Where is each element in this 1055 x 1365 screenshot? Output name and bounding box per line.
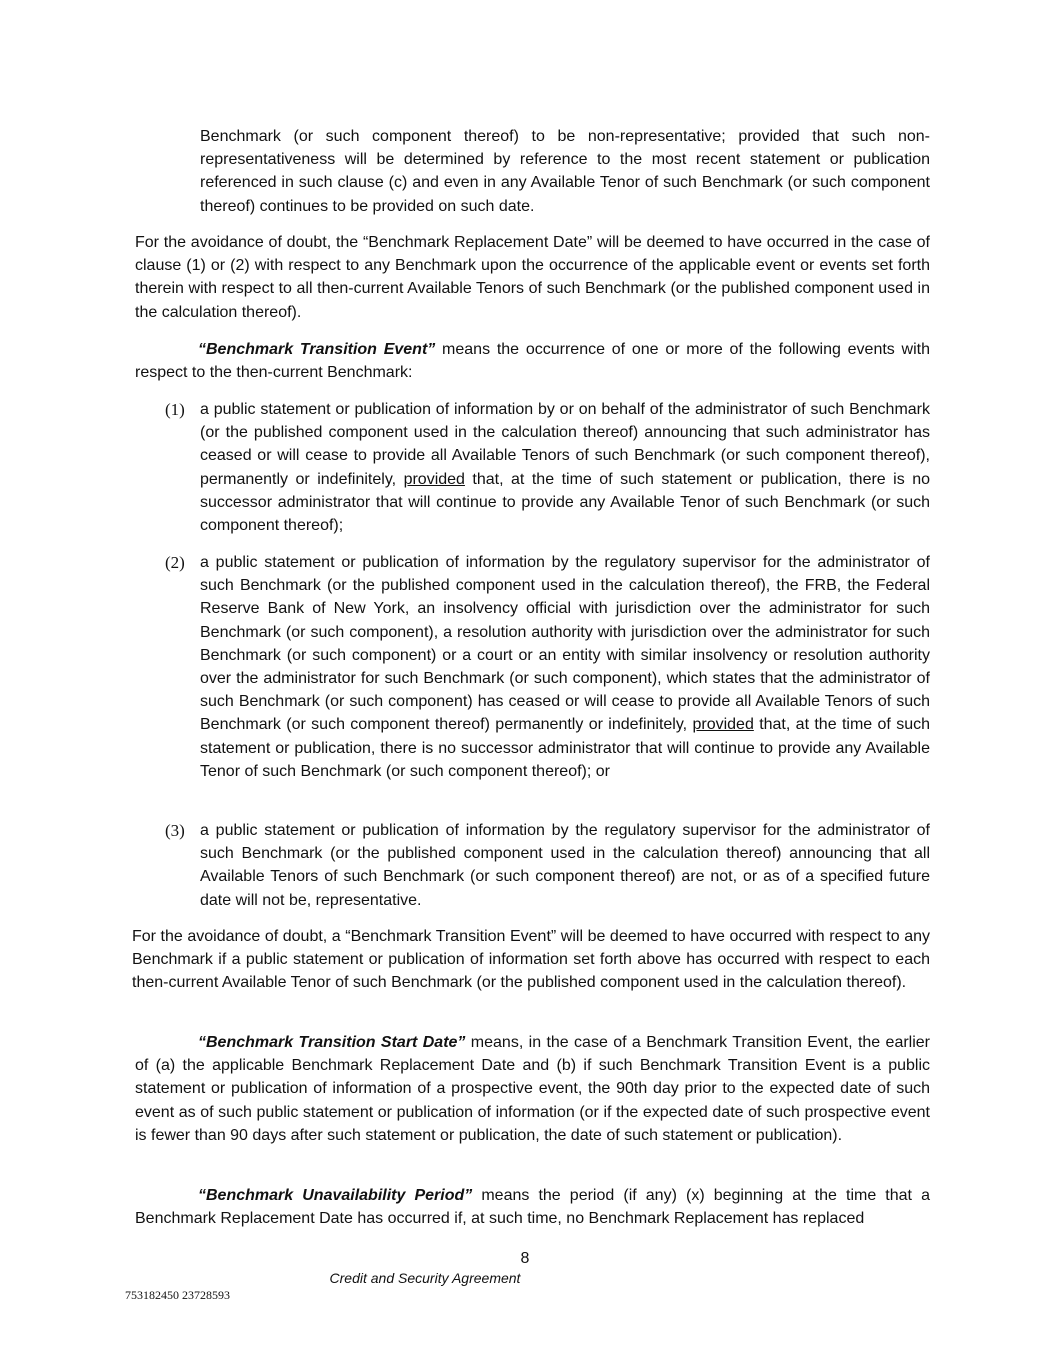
provided-underlined: provided bbox=[692, 716, 754, 734]
item-text: a public statement or publication of information by the regulatory supervisor for the administrator of such Benchmark (or the published component used in the calculation thereof) announcing that all Available Tenors of such Benchmark (or such component thereof) are not, or as of a specified future date will not be, representative. bbox=[200, 822, 930, 909]
item-number: (1) bbox=[165, 400, 185, 419]
list-item bbox=[165, 551, 930, 806]
footer-document-title: Credit and Security Agreement bbox=[329, 1270, 521, 1286]
continuation-paragraph: Benchmark (or such component thereof) to be non-representative; provided that such non-representativeness will be determined by reference to the most recent statement or publication referenced in such clause (c) and even in any Available Tenor of such Benchmark (or such component thereof) continues to be provided on such date. bbox=[200, 128, 930, 215]
item-text bbox=[200, 398, 930, 537]
item-text-part: a public statement or publication of information by or on behalf of the administrator of such Benchmark (or the published component used in the calculation thereof) announcing that such administrator has ceased or will cease to provide all Available Tenors of such Benchmark (or such component thereof), permanently or indefinitely, bbox=[200, 401, 930, 488]
benchmark-unavailability-period-definition bbox=[135, 1184, 930, 1230]
benchmark-transition-event-definition bbox=[135, 338, 930, 384]
list-item bbox=[165, 819, 930, 914]
page-number: 8 bbox=[520, 1250, 530, 1267]
item-text bbox=[200, 551, 930, 783]
definition-text: means the occurrence of one or more of the following events with respect to the then-current Benchmark: bbox=[135, 341, 931, 382]
provided-underlined: provided bbox=[403, 470, 465, 488]
document-id: 753182450 23728593 bbox=[125, 1288, 230, 1302]
defined-term: “Benchmark Transition Event” bbox=[198, 341, 436, 358]
avoidance-of-doubt-transition-paragraph: For the avoidance of doubt, a “Benchmark Transition Event” will be deemed to have occurred with respect to any Benchmark if a public statement or publication of information set forth above has occurred with respect to each then-current Available Tenor of such Benchmark (or the published component used in the calculation thereof). bbox=[132, 928, 930, 992]
avoidance-of-doubt-replacement-paragraph: For the avoidance of doubt, the “Benchmark Replacement Date” will be deemed to have occurred in the case of clause (1) or (2) with respect to any Benchmark upon the occurrence of the applicable event or events set forth therein with respect to all then-current Available Tenors of such Benchmark (or the published component used in the calculation thereof). bbox=[135, 234, 930, 321]
item-text-part: a public statement or publication of information by the regulatory supervisor for the administrator of such Benchmark (or the published component used in the calculation thereof), the FRB, the Federal Reserve Bank of New York, an insolvency official with jurisdiction over the administrator for such Benchmark (or such component), a resolution authority with jurisdiction over the administrator for such Benchmark (or such component) or a court or an entity with similar insolvency or resolution authority over the administrator for such Benchmark (or such component), which states that the administrator of such Benchmark (or such component) has ceased or will cease to provide all Available Tenors of such Benchmark (or such component thereof) permanently or indefinitely, bbox=[200, 554, 930, 734]
list-item bbox=[165, 398, 930, 538]
item-text-part: that, at the time of such statement or publication, there is no successor administrator that will continue to provide any Available Tenor of such Benchmark (or such component thereof); bbox=[200, 470, 930, 535]
definition-text: means, in the case of a Benchmark Transition Event, the earlier of (a) the applicable Benchmark Replacement Date and (b) if such Benchmark Transition Event is a public statement or publication of information of a prospective event, the 90th day prior to the expected date of such event as of such public statement or publication of information (or if the expected date of such prospective event is fewer than 90 days after such statement or publication, the date of such statement or publication). bbox=[135, 1034, 931, 1144]
defined-term: “Benchmark Transition Start Date” bbox=[198, 1034, 466, 1051]
definition-text: means the period (if any) (x) beginning at the time that a Benchmark Replacement Date has occurred if, at such time, no Benchmark Replacement has replaced bbox=[135, 1187, 930, 1228]
benchmark-transition-start-date-definition bbox=[135, 1031, 930, 1147]
defined-term: “Benchmark Unavailability Period” bbox=[198, 1187, 473, 1204]
item-text-part: that, at the time of such statement or publication, there is no successor administrator that will continue to provide any Available Tenor of such Benchmark (or such component thereof); or bbox=[200, 716, 930, 780]
item-number: (3) bbox=[165, 821, 185, 840]
item-number: (2) bbox=[165, 553, 185, 572]
